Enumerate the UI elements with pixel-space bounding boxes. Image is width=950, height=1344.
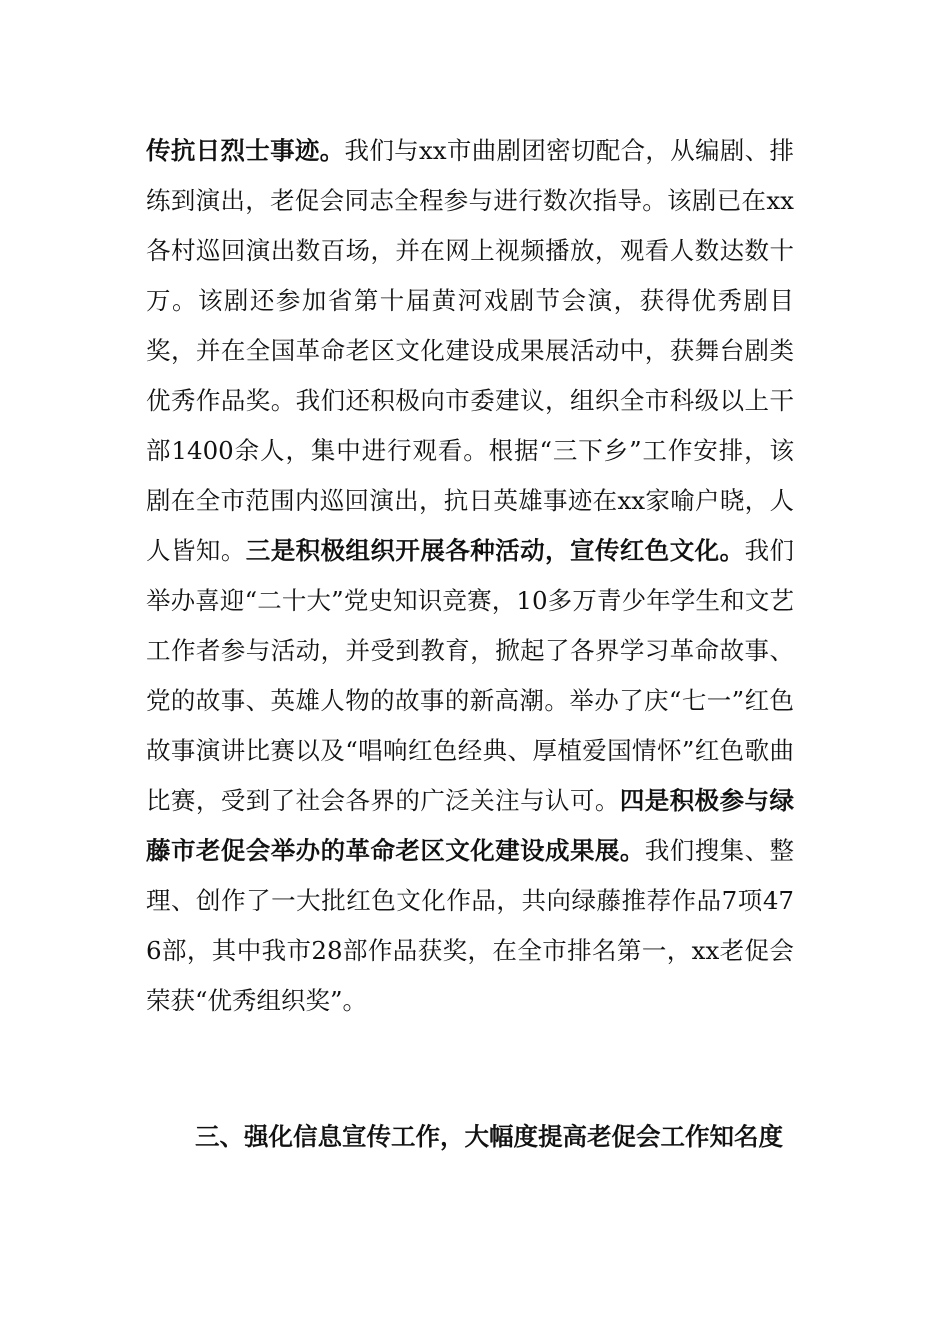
bold-phrase-propagate-martyrs: 传抗日烈士事迹。 (146, 136, 345, 165)
body-paragraph (146, 126, 794, 1026)
text-achievements: 我们搜集、整理、创作了一大批红色文化作品，共向绿藤推荐作品7项476部，其中我市28部作品获奖，在全市排名第一，xx老促会荣获“优秀组织奖”。 (146, 836, 795, 1015)
text-opera-performance: 我们与xx市曲剧团密切配合，从编剧、排练到演出，老促会同志全程参与进行数次指导。该剧已在xx各村巡回演出数百场，并在网上视频播放，观看人数达数十万。该剧还参加省第十届黄河戏剧节会演，获得优秀剧目奖，并在全国革命老区文化建设成果展活动中，获舞台剧类优秀作品奖。我们还积极向市委建议，组织全市科级以上干部1400余人，集中进行观看。根据“三下乡”工作安排，该剧在全市范围内巡回演出，抗日英雄事迹在xx家喻户晓，人人皆知。 (146, 136, 794, 565)
section-heading: 三、强化信息宣传工作，大幅度提高老促会工作知名度 (195, 1122, 783, 1151)
text-activities: 我们举办喜迎“二十大”党史知识竞赛，10多万青少年学生和文艺工作者参与活动，并受到教育，掀起了各界学习革命故事、党的故事、英雄人物的故事的新高潮。举办了庆“七一”红色故事演讲比赛以及“唱响红色经典、厚植爱国情怀”红色歌曲比赛，受到了社会各界的广泛关注与认可。 (146, 536, 795, 815)
bold-phrase-fourth-point: 四是积极参与绿藤市老促会举办的革命老区文化建设成果展。 (146, 786, 794, 865)
bold-phrase-third-point: 三是积极组织开展各种活动，宣传红色文化。 (245, 536, 745, 565)
